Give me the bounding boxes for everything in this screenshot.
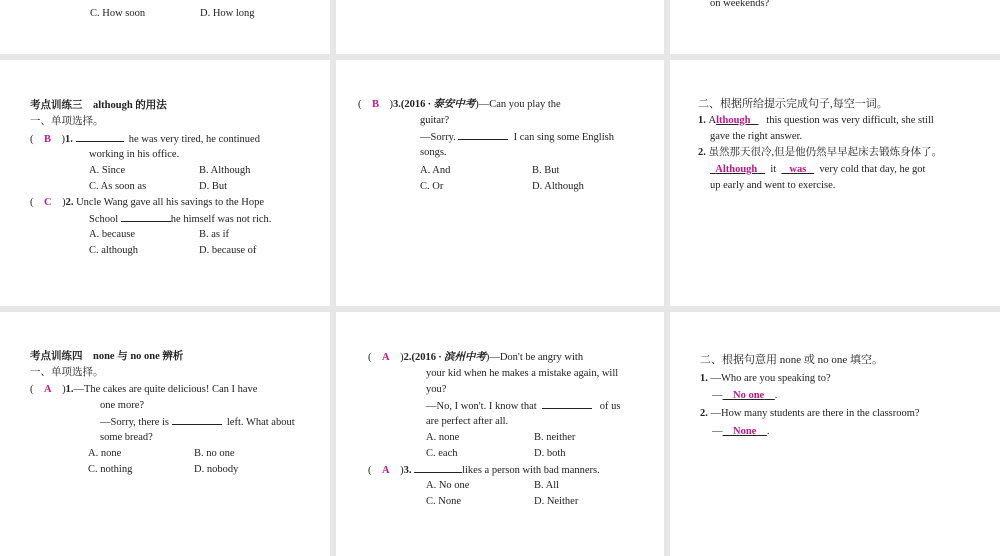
option-d: D. How long [200,8,255,19]
question-2-line-2: your kid when he makes a mistake again, will [426,368,619,379]
sentence-2-line-2: Although it was very cold that day, he got [715,164,926,175]
question-3-line-4: songs. [420,147,447,158]
panel-top-right [670,0,1000,54]
section-title: 一、单项选择。 [30,367,104,378]
sentence-1-answer: — No one . [712,390,778,401]
question-3-line-1: ( B )3.(2016 · 泰安中考)—Can you play the [358,99,561,110]
question-3-line-2: guitar? [420,115,450,126]
answer-label: B [44,134,52,145]
option-d: D. Neither [534,496,579,507]
option-c: C. each [426,448,458,459]
option-a: A. Since [89,165,126,176]
option-b: B. no one [194,448,235,459]
question-1-line-1: ( B )1. he was very tired, he continued [30,134,260,145]
option-a: A. none [88,448,122,459]
sentence-2-line-3: up early and went to exercise. [710,180,836,191]
option-a: A. And [420,165,451,176]
question-1-line-2: one more? [100,400,145,411]
filled-answer: lthough [716,115,751,126]
option-a: A. No one [426,480,470,491]
answer-blank [121,212,171,222]
option-a: A. because [89,229,136,240]
question-1-line-3: —Sorry, there is left. What about [100,417,295,428]
sentence-2-question: 2. —How many students are there in the classroom? [700,408,920,419]
question-3-line-1: ( A )3. likes a person with bad manners. [368,465,600,476]
answer-label: A [382,352,390,363]
option-c: C. How soon [90,8,146,19]
option-c: C. although [89,245,138,256]
answer-blank [458,130,508,140]
answer-blank [542,399,592,409]
answer-label: C [44,197,52,208]
filled-answer: No one [733,390,765,401]
option-b: B. Although [199,165,251,176]
option-b: B. But [532,165,560,176]
sentence-1-question: 1. —Who are you speaking to? [700,373,831,384]
question-2-line-4: —No, I won't. I know that of us [426,401,621,412]
answer-label: A [382,465,390,476]
question-2-line-1: ( C )2. Uncle Wang gave all his savings to the Hope [30,197,265,208]
section-title: 二、根据句意用 none 或 no one 填空。 [700,354,884,366]
option-b: B. All [534,480,560,491]
option-c: C. As soon as [89,181,147,192]
option-c: C. Or [420,181,444,192]
option-d: D. both [534,448,566,459]
panel-none-no-one-fill [670,312,1000,556]
question-2-line-2: School he himself was not rich. [89,214,272,225]
question-2-line-5: are perfect after all. [426,416,509,427]
option-b: B. neither [534,432,576,443]
answer-blank [172,415,222,425]
answer-blank [414,463,462,473]
question-2-line-3: you? [426,384,447,395]
filled-answer: was [789,164,807,175]
question-3-line-3: —Sorry. I can sing some English [420,132,614,143]
question-tail-text: on weekends? [710,0,770,9]
sentence-1-line-2: gave the right answer. [710,131,803,142]
training-heading: 考点训练四 none 与 no one 辨析 [30,351,184,362]
panel-top-left [0,0,330,54]
training-heading: 考点训练三 although 的用法 [30,100,167,111]
option-d: D. But [199,181,228,192]
option-d: D. nobody [194,464,239,475]
option-c: C. None [426,496,461,507]
answer-label: B [372,99,380,110]
panel-q2-q3 [336,312,664,556]
panel-q3-source [336,60,664,306]
panel-training-4 [0,312,330,556]
panel-sentence-completion [670,60,1000,306]
panel-top-middle [336,0,664,54]
question-1-line-4: some bread? [100,432,153,443]
panel-training-3 [0,60,330,306]
answer-blank [76,132,124,142]
option-d: D. Although [532,181,584,192]
exam-source: · 滨州中考 [438,352,486,363]
question-1-line-2: working in his office. [89,149,180,160]
option-d: D. because of [199,245,257,256]
section-title: 一、单项选择。 [30,116,104,127]
sentence-2-line-1: 2. 虽然那天很冷,但是他仍然早早起床去锻炼身体了。 [698,147,943,158]
option-c: C. nothing [88,464,133,475]
question-1-line-1: ( A )1.—The cakes are quite delicious! Can I have [30,384,258,395]
sentence-2-answer: — None . [712,426,770,437]
option-a: A. none [426,432,460,443]
exam-source: · 泰安中考 [428,99,476,110]
question-2-line-1: ( A )2.(2016 · 滨州中考)—Don't be angry with [368,352,584,363]
filled-answer: None [733,426,757,437]
sentence-1-line-1: 1. Although this question was very difficult, she still [698,115,934,126]
option-b: B. as if [199,229,230,240]
section-title: 二、根据所给提示完成句子,每空一词。 [698,98,888,110]
answer-label: A [44,384,52,395]
filled-answer: Although [715,164,758,175]
